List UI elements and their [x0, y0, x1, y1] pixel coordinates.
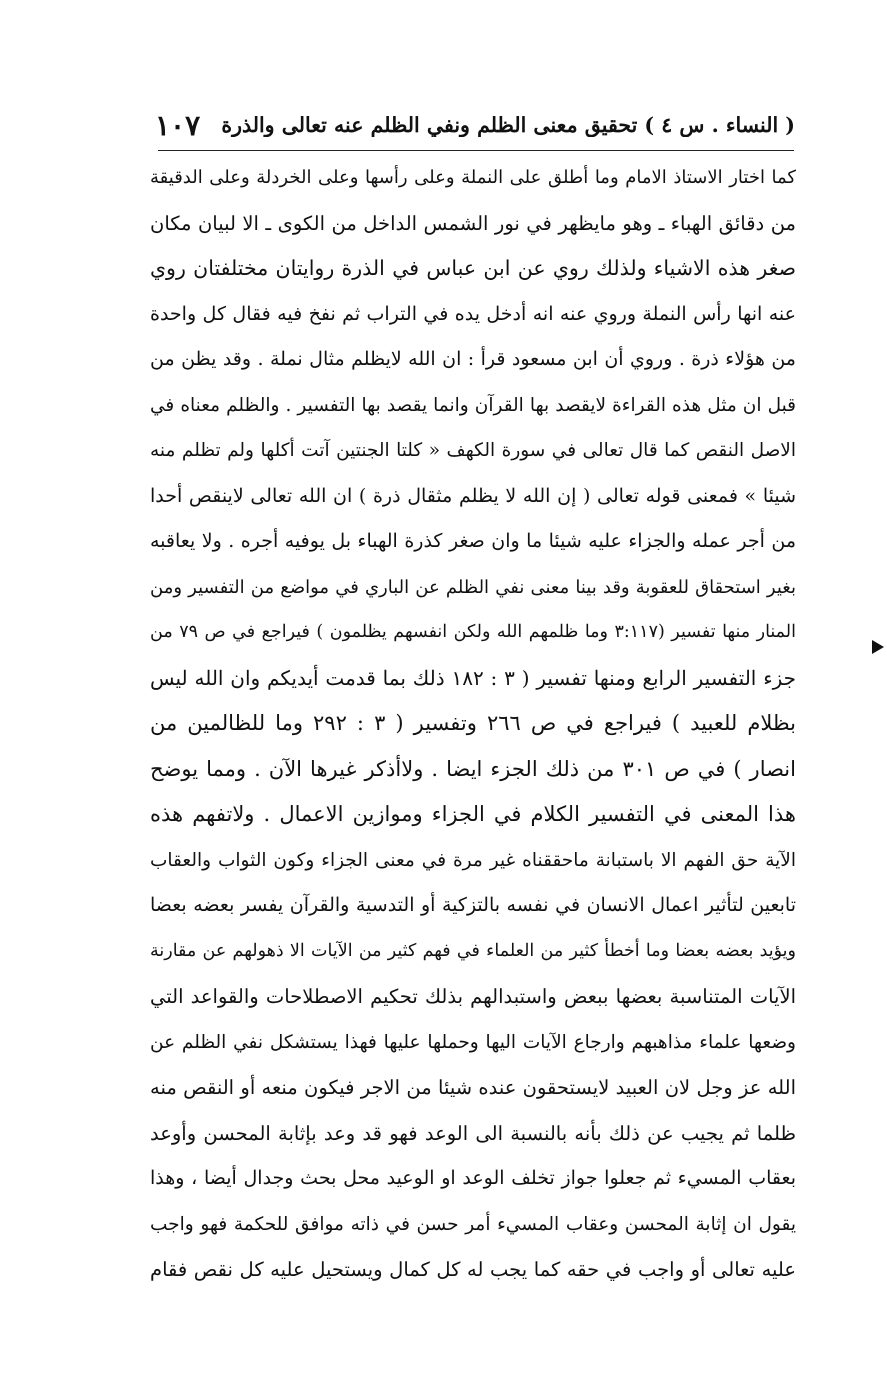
text-line: من هؤلاء ذرة . وروي أن ابن مسعود قرأ : ان الله لايظلم مثال نملة . وقد يظن من [150, 348, 796, 370]
text-line: كما اختار الاستاذ الامام وما أطلق على النملة وعلى رأسها وعلى الخردلة وعلى الدقيقة [150, 167, 796, 188]
text-line: عليه تعالى أو واجب في حقه كما يجب له كل كمال ويستحيل عليه كل نقص فقام [150, 1258, 796, 1281]
text-line: صغر هذه الاشياء ولذلك روي عن ابن عباس في الذرة روايتان مختلفتان روي [150, 256, 796, 280]
text-line: الاصل النقص كما قال تعالى في سورة الكهف « كلتا الجنتين آتت أكلها ولم تظلم منه [150, 440, 796, 461]
running-header-title: ( النساء . س ٤ ) تحقيق معنى الظلم ونفي الظلم عنه تعالى والذرة [221, 113, 795, 137]
margin-arrow-icon [872, 640, 884, 654]
text-line: بغير استحقاق للعقوبة وقد بينا معنى نفي الظلم عن الباري في مواضع من التفسير ومن [150, 576, 796, 598]
page-number: ١٠٧ [155, 108, 201, 142]
text-line: بعقاب المسيء ثم جعلوا جواز تخلف الوعد او الوعيد محل بحث وجدال أيضا ، وهذا [150, 1167, 796, 1189]
text-line: وضعها علماء مذاهبهم وارجاع الآيات اليها وحملها عليها فهذا يستشكل نفي الظلم عن [150, 1031, 796, 1053]
text-line: الآية حق الفهم الا باستبانة ماحققناه غير مرة في معنى الجزاء وكون الثواب والعقاب [150, 849, 796, 871]
text-line: قبل ان مثل هذه القراءة لايقصد بها القرآن وانما يقصد بها التفسير . والظلم معناه في [150, 394, 796, 416]
text-line: عنه انها رأس النملة وروي عنه انه أدخل يده في التراب ثم نفخ فيه فقال كل واحدة [150, 302, 796, 325]
text-line: الآيات المتناسبة بعضها ببعض واستبدالهم بذلك تحكيم الاصطلاحات والقواعد التي [150, 985, 796, 1008]
text-line: ويؤيد بعضه بعضا وما أخطأ كثير من العلماء في فهم كثير من الآيات الا ذهولهم عن مقارنة [150, 940, 796, 961]
text-line: هذا المعنى في التفسير الكلام في الجزاء وموازين الاعمال . ولاتفهم هذه [150, 802, 796, 826]
text-line: شيئا » فمعنى قوله تعالى ( إن الله لا يظلم مثقال ذرة ) ان الله تعالى لاينقص أحدا [150, 484, 796, 507]
text-line: جزء التفسير الرابع ومنها تفسير ( ٣ : ١٨٢ ذلك بما قدمت أيديكم وان الله ليس [150, 665, 796, 690]
running-header [155, 104, 795, 146]
body-text [150, 155, 796, 1293]
text-line: من أجر عمله والجزاء عليه شيئا ما وان صغر كذرة الهباء بل يوفيه أجره . ولا يعاقبه [150, 530, 796, 552]
text-line: يقول ان إثابة المحسن وعقاب المسيء أمر حسن في ذاته موافق للحكمة فهو واجب [150, 1213, 796, 1235]
text-line: المنار منها تفسير (٣:١١٧ وما ظلمهم الله ولكن انفسهم يظلمون ) فيراجع في ص ٧٩ من [150, 622, 796, 642]
text-line: ظلما ثم يجيب عن ذلك بأنه بالنسبة الى الوعد فهو قد وعد بإثابة المحسن وأوعد [150, 1121, 796, 1145]
text-line: انصار ) في ص ٣٠١ من ذلك الجزء ايضا . ولاأذكر غيرها الآن . ومما يوضح [150, 756, 796, 781]
text-line: من دقائق الهباء ـ وهو مايظهر في نور الشمس الداخل من الكوى ـ الا لبيان مكان [150, 211, 796, 235]
header-rule [158, 150, 794, 151]
text-line: الله عز وجل لان العبيد لايستحقون عنده شيئا من الاجر فيكون منعه أو النقص منه [150, 1076, 796, 1099]
text-line: بظلام للعبيد ) فيراجع في ص ٢٦٦ وتفسير ( ٣ : ٢٩٢ وما للظالمين من [150, 711, 796, 735]
text-line: تابعين لتأثير اعمال الانسان في نفسه بالتزكية أو التدسية والقرآن يفسر بعضه بعضا [150, 894, 796, 916]
